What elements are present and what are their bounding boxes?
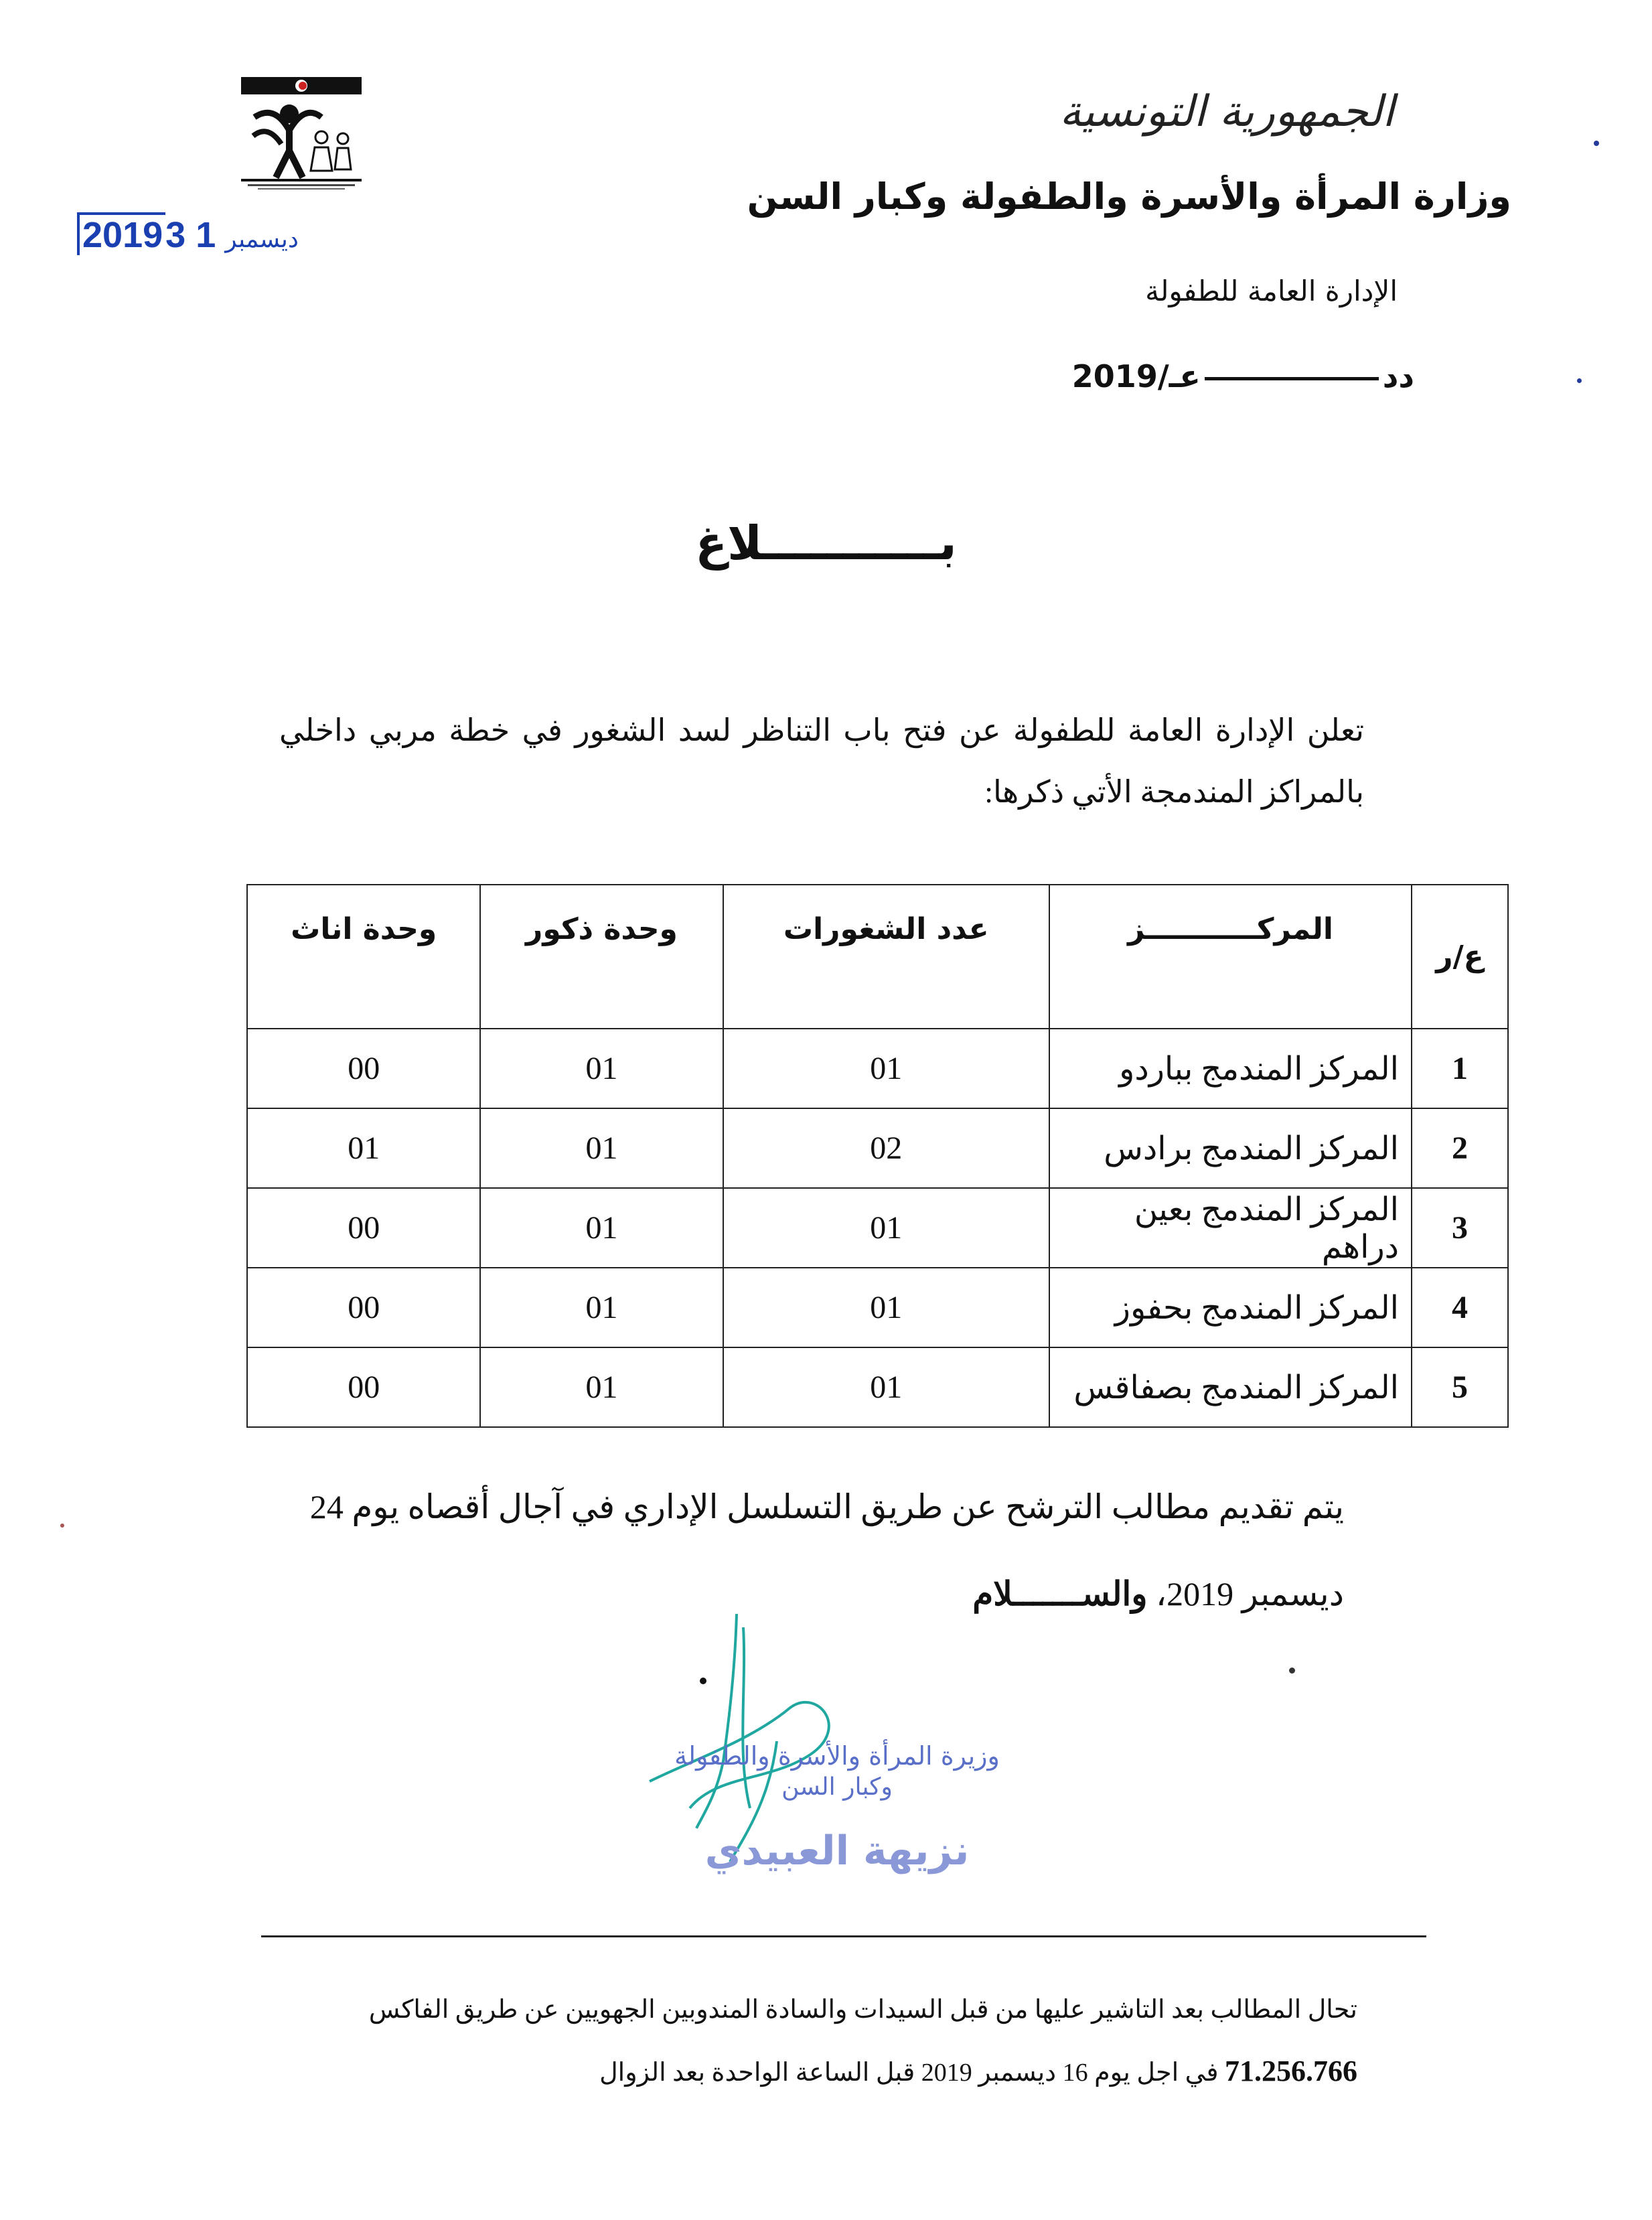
female-unit-count: 00 [247, 1347, 480, 1427]
col-header-female-unit: وحدة اناث [247, 885, 480, 1029]
vacancies-count: 02 [723, 1108, 1049, 1188]
row-number: 2 [1412, 1108, 1508, 1188]
center-name: المركز المندمج بعين دراهم [1049, 1188, 1412, 1268]
footer-divider [261, 1935, 1426, 1937]
male-unit-count: 01 [480, 1029, 723, 1108]
directorate-name: الإدارة العامة للطفولة [1145, 275, 1398, 307]
footer-note-line-2 [259, 2041, 1357, 2103]
col-header-vacancies: عدد الشغورات [723, 885, 1049, 1029]
date-stamp-month: ديسمبر [225, 225, 299, 252]
date-stamp [77, 214, 308, 256]
ministry-logo-icon [241, 77, 362, 194]
closing-salutation: والســـــــلام [972, 1575, 1148, 1613]
date-stamp-year: 2019 [77, 212, 165, 255]
table-row [247, 1029, 1508, 1108]
female-unit-count: 00 [247, 1029, 480, 1108]
row-number: 5 [1412, 1347, 1508, 1427]
female-unit-count: 00 [247, 1188, 480, 1268]
reference-blank [1205, 377, 1379, 380]
ministry-name: وزارة المرأة والأسرة والطفولة وكبار السن [747, 175, 1511, 218]
vacancies-count: 01 [723, 1188, 1049, 1268]
female-unit-count: 00 [247, 1268, 480, 1347]
table-row [247, 1188, 1508, 1268]
republic-heading: الجمهورية التونسية [1059, 87, 1394, 137]
male-unit-count: 01 [480, 1108, 723, 1188]
footer-note [259, 1979, 1357, 2103]
center-name: المركز المندمج برادس [1049, 1108, 1412, 1188]
center-name: المركز المندمج بحفوز [1049, 1268, 1412, 1347]
reference-suffix: 2019/دد [1071, 358, 1414, 394]
scan-speck [700, 1678, 706, 1684]
reference-number [1072, 358, 1414, 394]
closing-line-1: يتم تقديم مطالب الترشح عن طريق التسلسل الإداري في آجال أقصاه يوم 24 [309, 1488, 1344, 1526]
intro-paragraph: تعلن الإدارة العامة للطفولة عن فتح باب التناظر لسد الشغور في خطة مربي داخلي بالمراكز المندمجة الأتي ذكرها: [279, 713, 1364, 809]
female-unit-count: 01 [247, 1108, 480, 1188]
vacancies-count: 01 [723, 1029, 1049, 1108]
footer-note-line-1: تحال المطالب بعد التاشير عليها من قبل السيدات والسادة المندوبين الجهويين عن طريق الفاكس [368, 1996, 1357, 2024]
col-header-center: المركـــــــــــز [1049, 885, 1412, 1029]
col-header-number: ع/ر [1412, 885, 1508, 1029]
scan-speck [1289, 1668, 1295, 1674]
scan-speck [1594, 141, 1599, 146]
male-unit-count: 01 [480, 1268, 723, 1347]
table-header-row [247, 885, 1508, 1029]
signature-title-line-2: وكبار السن [781, 1773, 893, 1801]
vacancies-table [246, 884, 1509, 1428]
table-row [247, 1268, 1508, 1347]
row-number: 4 [1412, 1268, 1508, 1347]
vacancies-count: 01 [723, 1347, 1049, 1427]
scan-speck [60, 1524, 64, 1528]
announcement-title: بـــــــــــلاغ [695, 516, 957, 571]
row-number: 1 [1412, 1029, 1508, 1108]
footer-deadline: في اجل يوم 16 ديسمبر 2019 قبل الساعة الواحدة بعد الزوال [599, 2059, 1225, 2087]
table-row [247, 1108, 1508, 1188]
signatory-name: نزيهة العبيدي [704, 1828, 970, 1874]
closing-date: ديسمبر 2019، [1147, 1575, 1344, 1613]
male-unit-count: 01 [480, 1347, 723, 1427]
date-stamp-day: 1 3 [165, 215, 216, 255]
signature-title-line-1: وزيرة المرأة والأسرة والطفولة [674, 1741, 1000, 1771]
vacancies-count: 01 [723, 1268, 1049, 1347]
fax-number: 71.256.766 [1225, 2055, 1357, 2087]
reference-prefix: عـ [1169, 358, 1201, 394]
table-row [247, 1347, 1508, 1427]
signature-stamp [603, 1741, 1071, 1874]
col-header-male-unit: وحدة ذكور [480, 885, 723, 1029]
scan-speck [1577, 378, 1582, 383]
center-name: المركز المندمج بصفاقس [1049, 1347, 1412, 1427]
row-number: 3 [1412, 1188, 1508, 1268]
male-unit-count: 01 [480, 1188, 723, 1268]
center-name: المركز المندمج بباردو [1049, 1029, 1412, 1108]
